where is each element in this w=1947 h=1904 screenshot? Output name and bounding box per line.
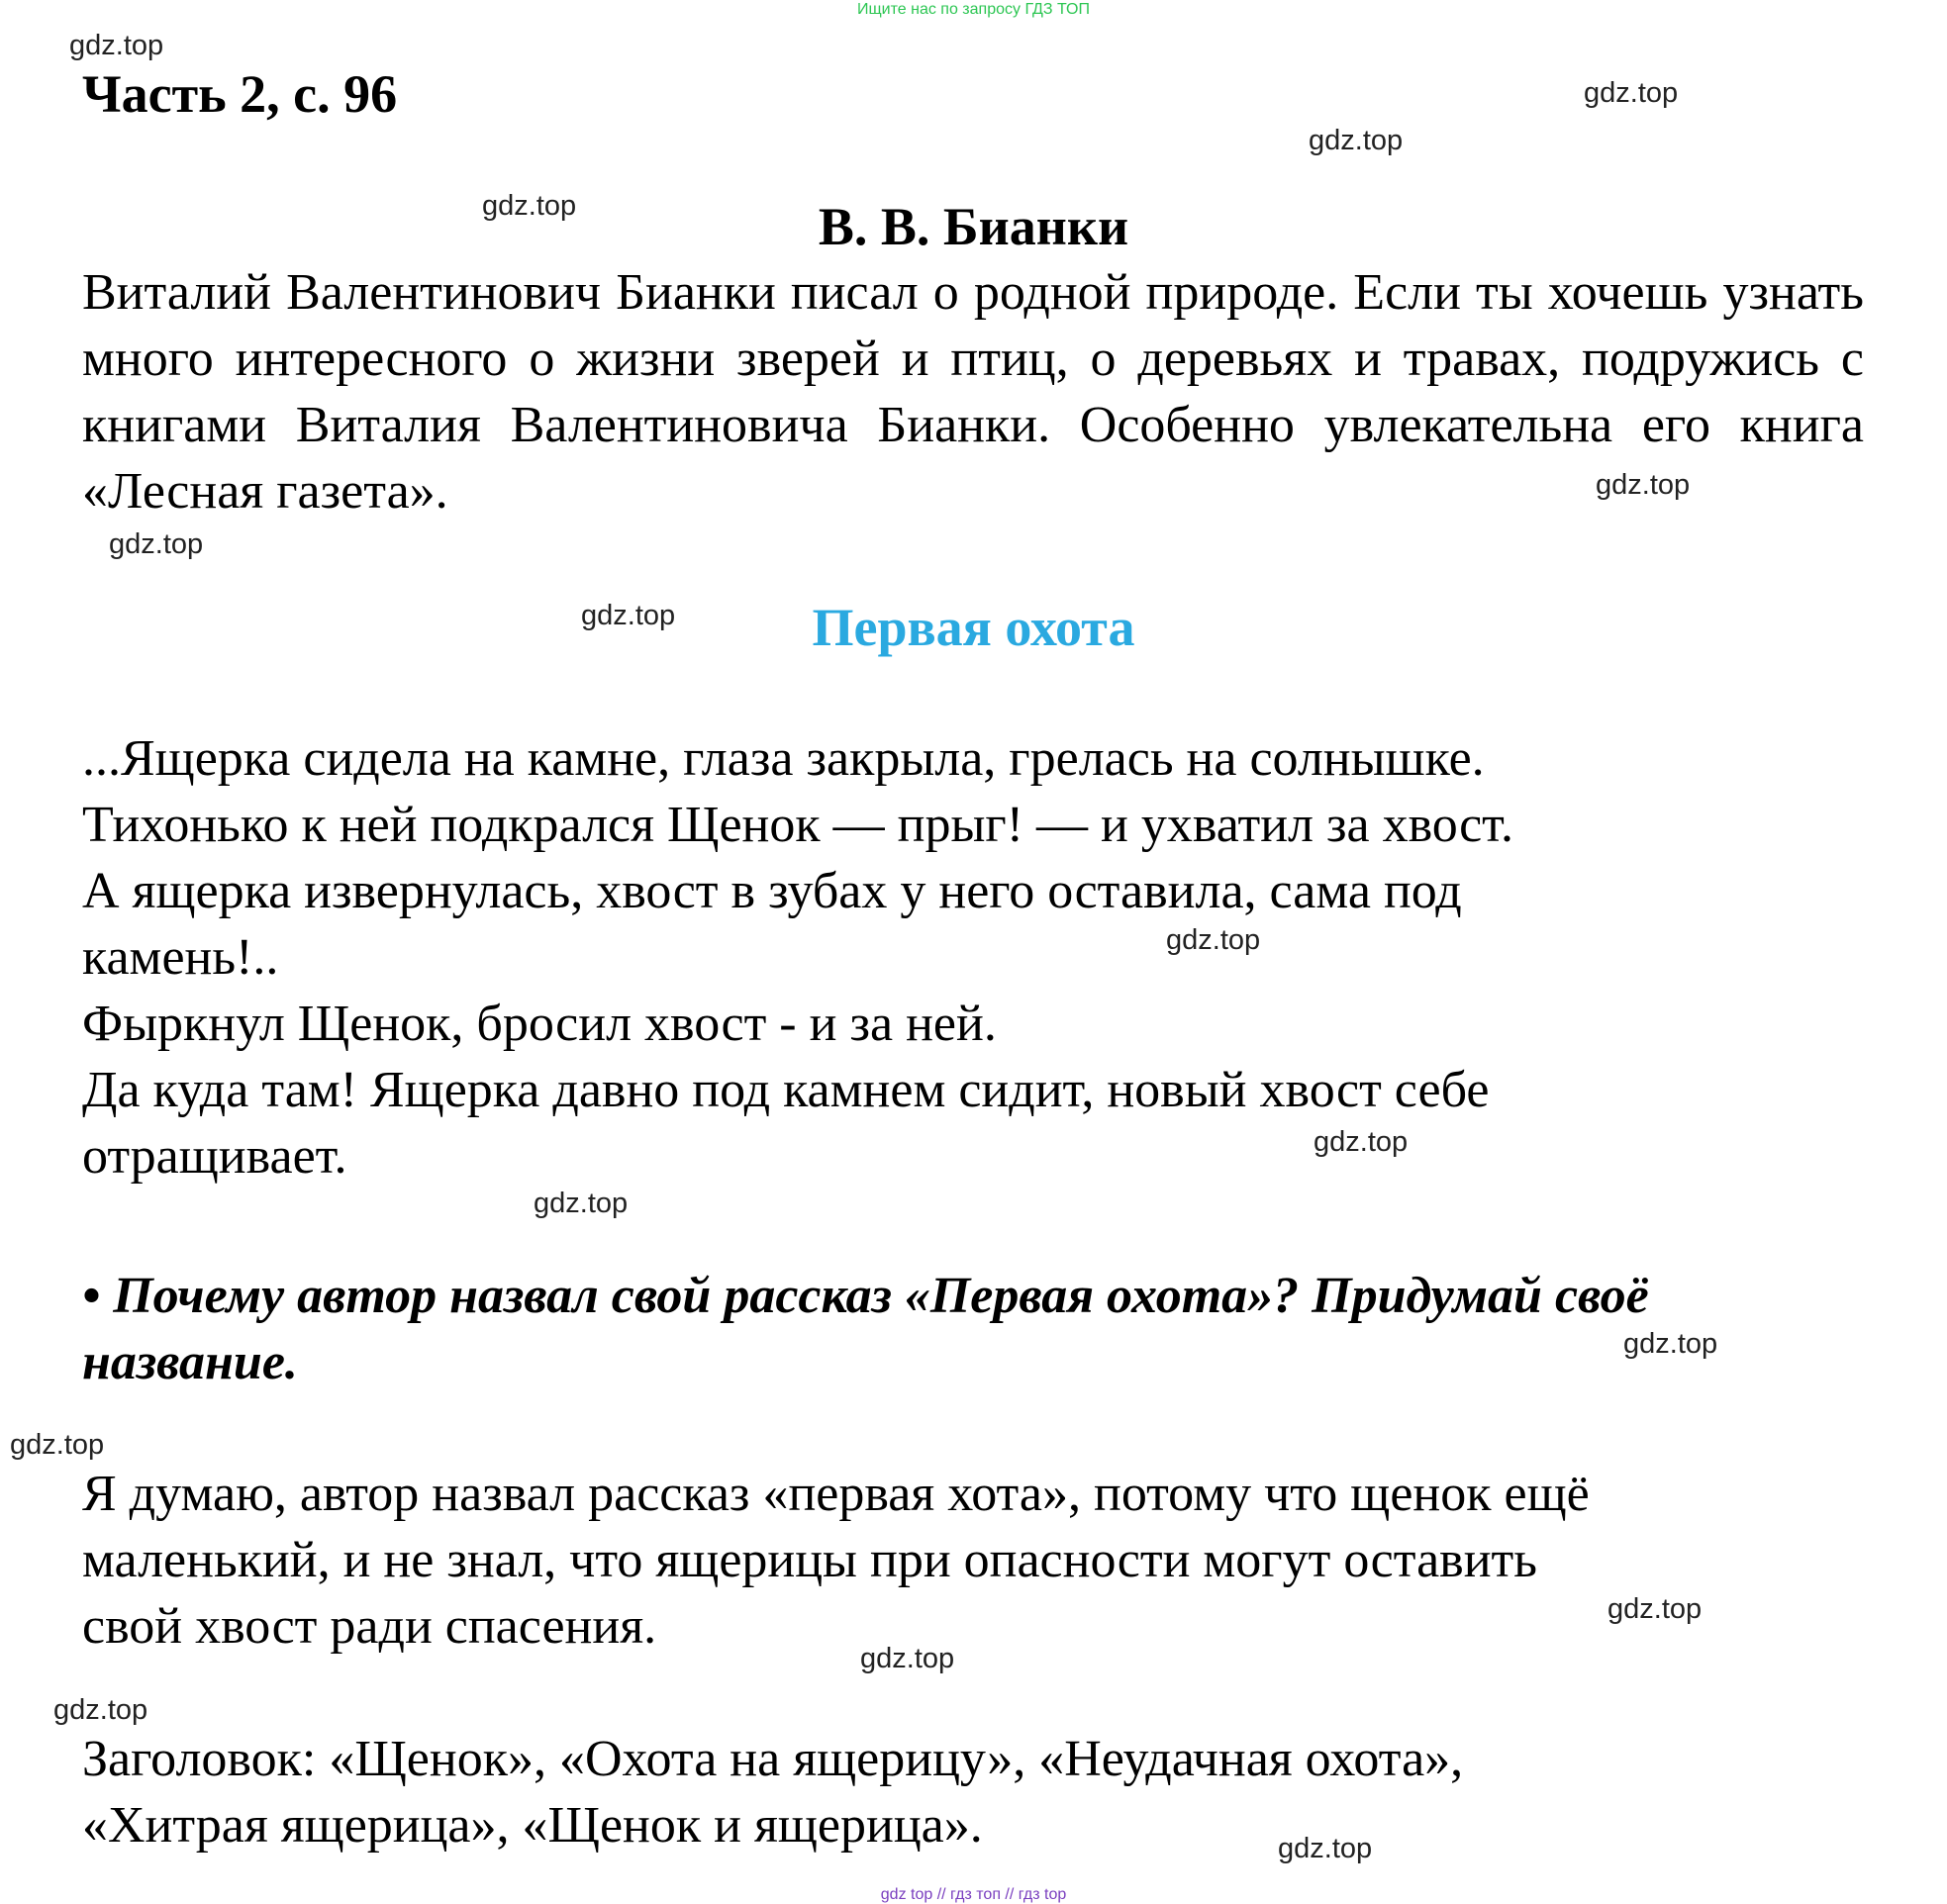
watermark: gdz.top: [482, 190, 577, 222]
watermark: gdz.top: [1607, 1593, 1703, 1625]
watermark: gdz.top: [581, 600, 676, 631]
watermark: gdz.top: [534, 1188, 629, 1219]
watermark: gdz.top: [1314, 1126, 1409, 1158]
story-line: Да куда там! Ящерка давно под камнем сидит, новый хвост себе: [82, 1062, 1490, 1118]
titles-line: Заголовок: «Щенок», «Охота на ящерицу», «Неудачная охота»,: [82, 1731, 1464, 1787]
story-line: камень!..: [82, 929, 279, 986]
story-line: ...Ящерка сидела на камне, глаза закрыла, грелась на солнышке.: [82, 730, 1485, 787]
answer-text: [82, 1461, 1864, 1660]
story-line: Фыркнул Щенок, бросил хвост - и за ней.: [82, 996, 997, 1052]
author-heading: В. В. Бианки: [818, 197, 1129, 256]
watermark: gdz.top: [1623, 1328, 1718, 1360]
watermark: gdz.top: [1278, 1833, 1373, 1864]
titles-line: «Хитрая ящерица», «Щенок и ящерица».: [82, 1797, 983, 1854]
answer-line: свой хвост ради спасения.: [82, 1598, 657, 1655]
watermark: gdz.top: [10, 1429, 105, 1461]
watermark: gdz.top: [53, 1694, 148, 1726]
page-header: Часть 2, с. 96: [82, 64, 398, 124]
answer-line: Я думаю, автор назвал рассказ «первая хота», потому что щенок ещё: [82, 1466, 1590, 1522]
story-line: отращивает.: [82, 1128, 347, 1185]
watermark: gdz.top: [1309, 125, 1404, 156]
watermark: gdz.top: [69, 30, 164, 61]
top-banner: Ищите нас по запросу ГДЗ ТОП: [857, 1, 1090, 18]
watermark: gdz.top: [1584, 77, 1679, 109]
watermark: gdz.top: [1596, 469, 1691, 501]
watermark: gdz.top: [860, 1643, 955, 1674]
footer: gdz top // гдз топ // гдз top: [880, 1886, 1067, 1903]
story-line: Тихонько к ней подкрался Щенок — прыг! — и ухватил за хвост.: [82, 797, 1513, 853]
intro-paragraph: Виталий Валентинович Бианки писал о родной природе. Если ты хочешь узнать много интересного о жизни зверей и птиц, о деревьях и травах, подружись с книгами Виталия Валентиновича Бианки. Особенно увлекательна его книга «Лесная газета».: [82, 264, 1864, 520]
titles-text: [82, 1726, 1864, 1858]
watermark: gdz.top: [1166, 924, 1261, 956]
watermark: gdz.top: [109, 528, 204, 560]
story-title: Первая охота: [812, 598, 1135, 657]
story-text: [82, 725, 1864, 1190]
story-line: А ящерка извернулась, хвост в зубах у него оставила, сама под: [82, 863, 1462, 919]
question: • Почему автор назвал свой рассказ «Первая охота»? Придумай своё название.: [82, 1268, 1649, 1390]
answer-line: маленький, и не знал, что ящерицы при опасности могут оставить: [82, 1532, 1537, 1588]
